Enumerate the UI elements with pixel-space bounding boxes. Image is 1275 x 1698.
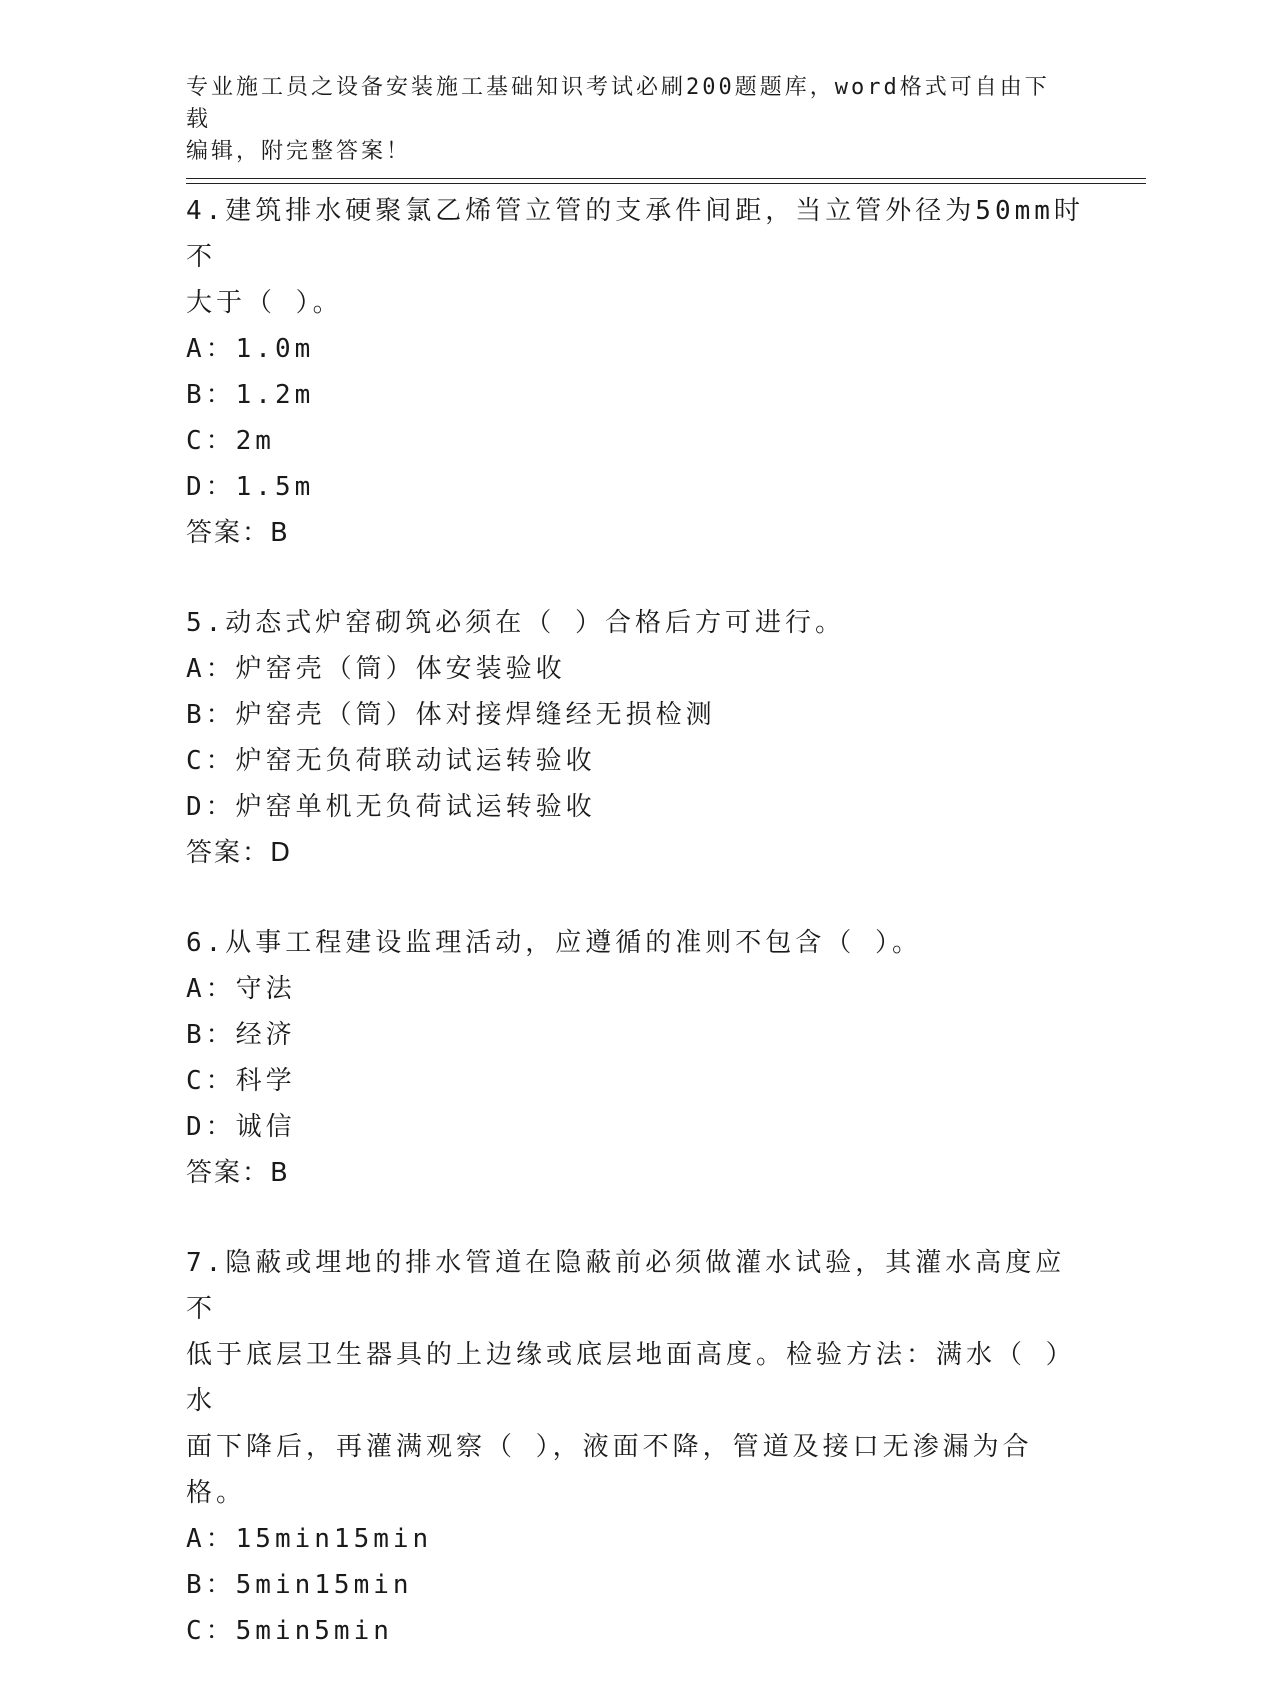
question-text-line: 大于（ ）。 (186, 288, 343, 318)
option-c: C：炉窑无负荷联动试运转验收 (186, 746, 596, 776)
question-text (186, 920, 1086, 966)
question-text-line: 5.动态式炉窑砌筑必须在（ ）合格后方可进行。 (186, 608, 845, 638)
question-text-line: 4.建筑排水硬聚氯乙烯管立管的支承件间距，当立管外径为50mm时不 (186, 196, 1084, 272)
document-header (186, 72, 1066, 168)
option-a: A：炉窑壳（筒）体安装验收 (186, 654, 566, 684)
option-c: C：5min5min (186, 1616, 393, 1646)
option-d: D：炉窑单机无负荷试运转验收 (186, 792, 596, 822)
question-text (186, 1240, 1086, 1516)
question-text (186, 188, 1086, 326)
question-text-line: 低于底层卫生器具的上边缘或底层地面高度。检验方法：满水（ ）水 (186, 1340, 1076, 1416)
option-b: B：炉窑壳（筒）体对接焊缝经无损检测 (186, 700, 716, 730)
question-6 (186, 920, 1086, 1196)
answer-line: 答案：D (186, 838, 293, 868)
option-d: D：1.5m (186, 472, 315, 502)
answer-line: 答案：B (186, 518, 290, 548)
header-line-2: 编辑，附完整答案！ (186, 139, 412, 164)
question-text (186, 600, 1086, 646)
question-list (186, 188, 1086, 1698)
option-a: A：15min15min (186, 1524, 433, 1554)
header-divider-top (186, 178, 1146, 179)
question-text-line: 7.隐蔽或埋地的排水管道在隐蔽前必须做灌水试验，其灌水高度应不 (186, 1248, 1066, 1324)
option-b: B：经济 (186, 1020, 296, 1050)
question-5 (186, 600, 1086, 876)
option-b: B：5min15min (186, 1570, 413, 1600)
option-a: A：守法 (186, 974, 296, 1004)
option-a: A：1.0m (186, 334, 315, 364)
question-text-line: 面下降后，再灌满观察（ ），液面不降，管道及接口无渗漏为合格。 (186, 1432, 1033, 1508)
option-d: D：诚信 (186, 1112, 296, 1142)
header-line-1: 专业施工员之设备安装施工基础知识考试必刷200题题库，word格式可自由下载 (186, 75, 1050, 132)
option-c: C：科学 (186, 1066, 296, 1096)
option-c: C：2m (186, 426, 275, 456)
option-b: B：1.2m (186, 380, 315, 410)
answer-line: 答案：B (186, 1158, 290, 1188)
question-text-line: 6.从事工程建设监理活动，应遵循的准则不包含（ ）。 (186, 928, 922, 958)
question-7 (186, 1240, 1086, 1654)
question-4 (186, 188, 1086, 556)
header-divider-bottom (186, 183, 1146, 184)
